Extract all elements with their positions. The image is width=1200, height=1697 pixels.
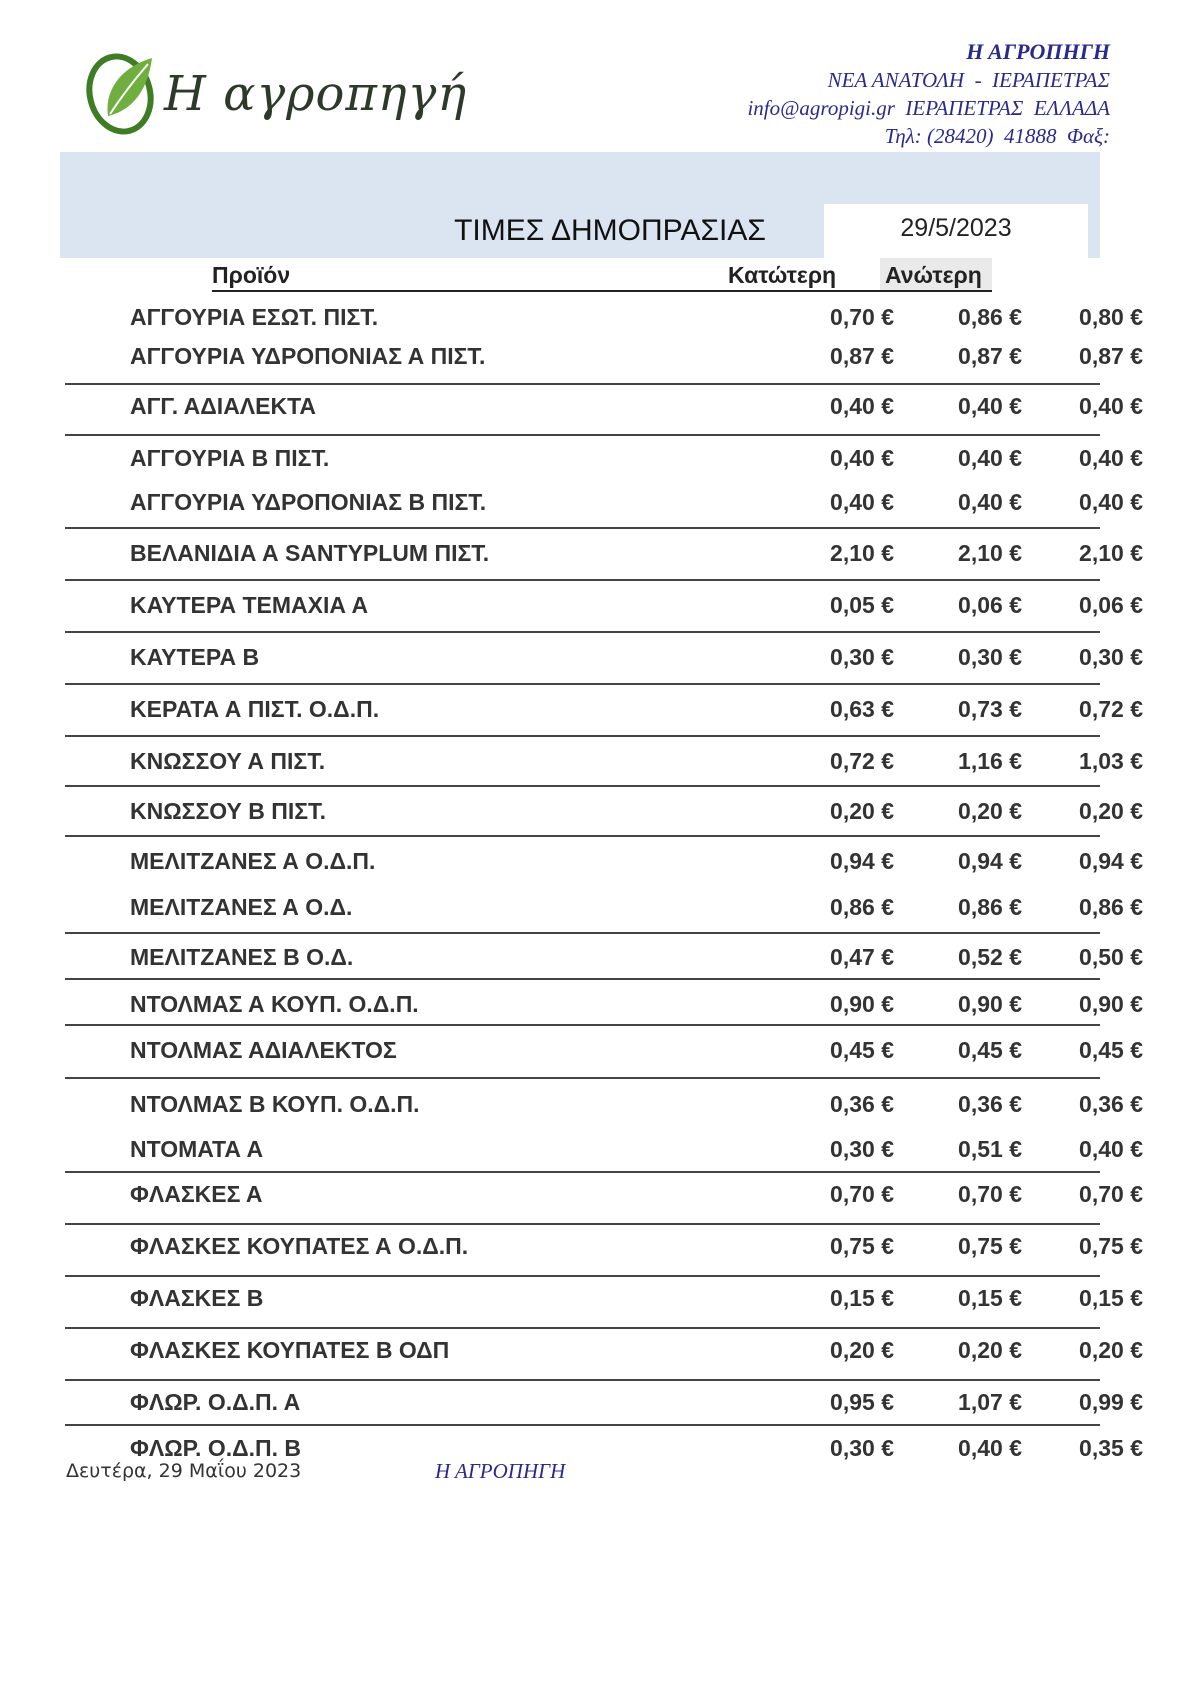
price-high: 0,15 € <box>958 1285 1022 1311</box>
company-address: ΝΕΑ ΑΝΑΤΟΛΗ - ΙΕΡΑΠΕΤΡΑΣ <box>827 68 1110 92</box>
table-row <box>60 1381 1143 1421</box>
row-separator <box>65 1327 1100 1329</box>
price-average: 0,40 € <box>1079 445 1143 471</box>
price-high: 0,51 € <box>958 1136 1022 1162</box>
price-high: 0,86 € <box>958 304 1022 330</box>
row-separator <box>65 1077 1100 1079</box>
row-separator <box>65 835 1100 837</box>
price-average: 0,40 € <box>1079 393 1143 419</box>
price-low: 0,05 € <box>830 592 894 618</box>
price-average: 0,20 € <box>1079 798 1143 824</box>
price-average: 0,30 € <box>1079 644 1143 670</box>
price-high: 0,94 € <box>958 848 1022 874</box>
table-row <box>60 688 1143 728</box>
price-high: 0,75 € <box>958 1233 1022 1259</box>
price-low: 0,30 € <box>830 1136 894 1162</box>
product-name: ΜΕΛΙΤΖΑΝΕΣ Β Ο.Δ. <box>130 944 354 970</box>
product-name: ΦΛΩΡ. Ο.Δ.Π. Α <box>130 1389 301 1415</box>
price-low: 0,40 € <box>830 393 894 419</box>
price-low: 0,30 € <box>830 1435 894 1461</box>
price-high: 0,06 € <box>958 592 1022 618</box>
price-high: 0,40 € <box>958 393 1022 419</box>
footer-date: Δευτέρα, 29 Μαΐου 2023 <box>66 1460 302 1482</box>
price-high: 0,40 € <box>958 445 1022 471</box>
price-high: 0,90 € <box>958 991 1022 1017</box>
price-low: 0,90 € <box>830 991 894 1017</box>
table-row <box>60 532 1143 572</box>
column-header-product: Προϊόν <box>212 262 291 288</box>
price-low: 0,40 € <box>830 489 894 515</box>
price-low: 0,20 € <box>830 798 894 824</box>
price-average: 0,75 € <box>1079 1233 1143 1259</box>
table-row <box>60 437 1143 477</box>
price-high: 0,87 € <box>958 343 1022 369</box>
product-name: ΦΛΑΣΚΕΣ ΚΟΥΠΑΤΕΣ Β ΟΔΠ <box>130 1337 450 1363</box>
price-low: 0,72 € <box>830 748 894 774</box>
row-separator <box>65 1424 1100 1426</box>
price-low: 0,15 € <box>830 1285 894 1311</box>
row-separator <box>65 579 1100 581</box>
price-average: 0,45 € <box>1079 1037 1143 1063</box>
price-low: 0,63 € <box>830 696 894 722</box>
company-info <box>747 38 1110 150</box>
column-header-low: Κατώτερη <box>728 262 837 288</box>
row-separator <box>65 1223 1100 1225</box>
price-low: 0,30 € <box>830 644 894 670</box>
table-row <box>60 1128 1143 1168</box>
row-separator <box>65 683 1100 685</box>
price-low: 2,10 € <box>830 540 894 566</box>
price-low: 0,45 € <box>830 1037 894 1063</box>
price-high: 0,40 € <box>958 489 1022 515</box>
price-high: 0,36 € <box>958 1091 1022 1117</box>
price-average: 0,72 € <box>1079 696 1143 722</box>
price-average: 0,70 € <box>1079 1181 1143 1207</box>
table-row <box>60 790 1143 830</box>
price-low: 0,70 € <box>830 1181 894 1207</box>
table-row <box>60 740 1143 780</box>
logo-text: Η αγροπηγή <box>164 66 468 122</box>
row-separator <box>65 735 1100 737</box>
price-average: 0,94 € <box>1079 848 1143 874</box>
table-row <box>60 584 1143 624</box>
product-name: ΦΛΑΣΚΕΣ Α <box>130 1181 263 1207</box>
row-separator <box>65 383 1100 385</box>
price-average: 0,36 € <box>1079 1091 1143 1117</box>
product-name: ΝΤΟΛΜΑΣ Α ΚΟΥΠ. Ο.Δ.Π. <box>130 991 419 1017</box>
price-high: 1,07 € <box>958 1389 1022 1415</box>
column-header-high: Ανώτερη <box>885 262 982 288</box>
table-row <box>60 936 1143 976</box>
row-separator <box>65 978 1100 980</box>
price-high: 0,20 € <box>958 1337 1022 1363</box>
price-average: 0,87 € <box>1079 343 1143 369</box>
row-separator <box>65 631 1100 633</box>
price-average: 0,15 € <box>1079 1285 1143 1311</box>
product-name: ΜΕΛΙΤΖΑΝΕΣ Α Ο.Δ. <box>130 894 353 920</box>
price-low: 0,36 € <box>830 1091 894 1117</box>
table-row <box>60 296 1143 336</box>
header-underline <box>212 290 992 292</box>
price-high: 0,70 € <box>958 1181 1022 1207</box>
table-row <box>60 840 1143 880</box>
product-name: ΑΓΓΟΥΡΙΑ ΥΔΡΟΠΟΝΙΑΣ Α ΠΙΣΤ. <box>130 343 486 369</box>
price-average: 0,06 € <box>1079 592 1143 618</box>
row-separator <box>65 527 1100 529</box>
price-average: 0,99 € <box>1079 1389 1143 1415</box>
row-separator <box>65 1275 1100 1277</box>
company-logo <box>86 44 468 144</box>
price-high: 0,20 € <box>958 798 1022 824</box>
price-average: 2,10 € <box>1079 540 1143 566</box>
product-name: ΑΓΓΟΥΡΙΑ Β ΠΙΣΤ. <box>130 445 330 471</box>
price-high: 1,16 € <box>958 748 1022 774</box>
table-row <box>60 983 1143 1023</box>
product-name: ΑΓΓΟΥΡΙΑ ΕΣΩΤ. ΠΙΣΤ. <box>130 304 379 330</box>
product-name: ΚΝΩΣΣΟΥ Α ΠΙΣΤ. <box>130 748 326 774</box>
product-name: ΚΝΩΣΣΟΥ Β ΠΙΣΤ. <box>130 798 326 824</box>
price-high: 0,40 € <box>958 1435 1022 1461</box>
product-name: ΚΕΡΑΤΑ Α ΠΙΣΤ. Ο.Δ.Π. <box>130 696 380 722</box>
auction-date: 29/5/2023 <box>900 214 1012 242</box>
table-row <box>60 636 1143 676</box>
price-low: 0,87 € <box>830 343 894 369</box>
company-name: Η ΑΓΡΟΠΗΓΗ <box>966 39 1110 64</box>
table-row <box>60 481 1143 521</box>
product-name: ΚΑΥΤΕΡΑ Β <box>130 644 260 670</box>
table-row <box>60 1329 1143 1369</box>
product-name: ΦΛΩΡ. Ο.Δ.Π. Β <box>130 1435 302 1461</box>
product-name: ΑΓΓ. ΑΔΙΑΛΕΚΤΑ <box>130 393 317 419</box>
price-average: 0,20 € <box>1079 1337 1143 1363</box>
price-low: 0,40 € <box>830 445 894 471</box>
product-name: ΝΤΟΛΜΑΣ Β ΚΟΥΠ. Ο.Δ.Π. <box>130 1091 420 1117</box>
product-name: ΚΑΥΤΕΡΑ ΤΕΜΑΧΙΑ Α <box>130 592 369 618</box>
price-average: 0,35 € <box>1079 1435 1143 1461</box>
table-row <box>60 1277 1143 1317</box>
row-separator <box>65 1024 1100 1026</box>
price-average: 0,40 € <box>1079 1136 1143 1162</box>
product-name: ΦΛΑΣΚΕΣ ΚΟΥΠΑΤΕΣ Α Ο.Δ.Π. <box>130 1233 469 1259</box>
price-average: 0,90 € <box>1079 991 1143 1017</box>
row-separator <box>65 434 1100 436</box>
table-row <box>60 335 1143 375</box>
price-high: 0,52 € <box>958 944 1022 970</box>
price-low: 0,86 € <box>830 894 894 920</box>
table-row <box>60 886 1143 926</box>
price-low: 0,75 € <box>830 1233 894 1259</box>
footer-company: Η ΑΓΡΟΠΗΓΗ <box>435 1459 566 1483</box>
table-row <box>60 385 1143 425</box>
leaf-logo-icon <box>86 48 166 138</box>
price-low: 0,70 € <box>830 304 894 330</box>
price-average: 0,50 € <box>1079 944 1143 970</box>
row-separator <box>65 785 1100 787</box>
price-low: 0,20 € <box>830 1337 894 1363</box>
company-phone: Τηλ: (28420) 41888 Φαξ: <box>884 124 1110 148</box>
product-name: ΝΤΟΜΑΤΑ Α <box>130 1136 264 1162</box>
row-separator <box>65 1379 1100 1381</box>
page-title-text: ΤΙΜΕΣ ΔΗΜΟΠΡΑΣΙΑΣ <box>454 214 766 247</box>
price-high: 0,45 € <box>958 1037 1022 1063</box>
product-name: ΦΛΑΣΚΕΣ Β <box>130 1285 264 1311</box>
table-row <box>60 1173 1143 1213</box>
product-name: ΒΕΛΑΝΙΔΙΑ Α SANTYPLUM ΠΙΣΤ. <box>130 540 490 566</box>
price-high: 0,86 € <box>958 894 1022 920</box>
product-name: ΜΕΛΙΤΖΑΝΕΣ Α Ο.Δ.Π. <box>130 848 376 874</box>
price-high: 0,30 € <box>958 644 1022 670</box>
row-separator <box>65 1171 1100 1173</box>
price-low: 0,95 € <box>830 1389 894 1415</box>
table-row <box>60 1225 1143 1265</box>
company-email[interactable]: info@agropigi.gr ΙΕΡΑΠΕΤΡΑΣ ΕΛΛΑΔΑ <box>747 96 1110 120</box>
price-high: 0,73 € <box>958 696 1022 722</box>
product-name: ΝΤΟΛΜΑΣ ΑΔΙΑΛΕΚΤΟΣ <box>130 1037 397 1063</box>
price-average: 0,86 € <box>1079 894 1143 920</box>
product-name: ΑΓΓΟΥΡΙΑ ΥΔΡΟΠΟΝΙΑΣ Β ΠΙΣΤ. <box>130 489 487 515</box>
price-high: 2,10 € <box>958 540 1022 566</box>
table-row <box>60 1029 1143 1069</box>
price-average: 1,03 € <box>1079 748 1143 774</box>
price-low: 0,47 € <box>830 944 894 970</box>
table-row <box>60 1083 1143 1123</box>
price-average: 0,40 € <box>1079 489 1143 515</box>
row-separator <box>65 932 1100 934</box>
price-average: 0,80 € <box>1079 304 1143 330</box>
price-low: 0,94 € <box>830 848 894 874</box>
